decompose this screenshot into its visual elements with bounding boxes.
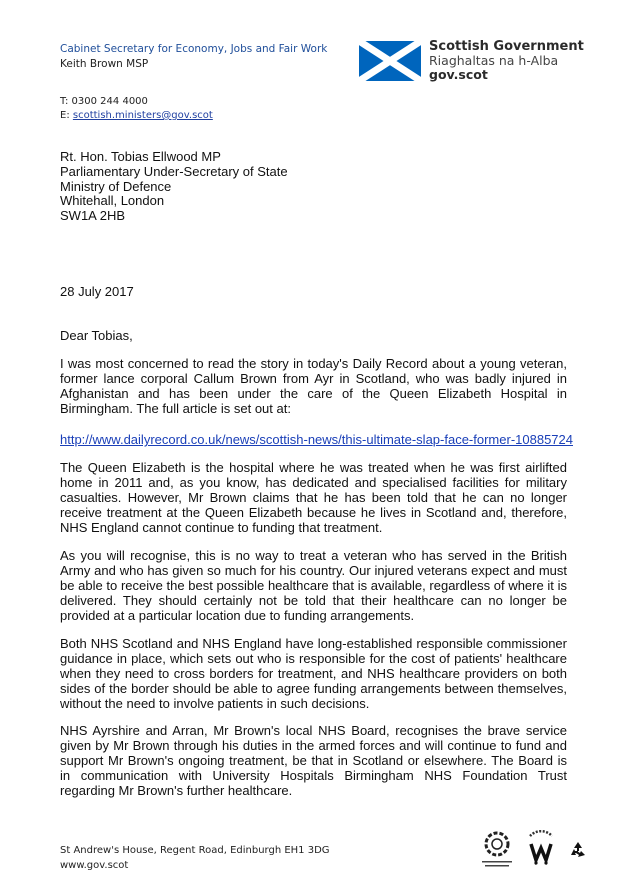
body-paragraph-4: Both NHS Scotland and NHS England have long-established responsible commissioner guidance in place, which sets out who is responsible for the cost of patients' healthcare when they need to cross borders for treatment, and NHS healthcare providers on both sides of the border should be able to agree funding arrangements between themselves, without the need to involve patients in such decisions. [60, 636, 567, 711]
logo-line-english: Scottish Government [429, 39, 584, 54]
contact-block [60, 95, 213, 123]
body-paragraph-5: NHS Ayrshire and Arran, Mr Brown's local NHS Board, recognises the brave service given by Mr Brown through his duties in the armed forces and will continue to fund and support Mr Brown's ongoing treatment, be that in Scotland or elsewhere. The Board is in communication with University Hospitals Birmingham NHS Foundation Trust regarding Mr Brown's further healthcare. [60, 723, 567, 798]
recipient-address [60, 150, 288, 224]
logo-line-website: gov.scot [429, 67, 488, 82]
article-link[interactable]: http://www.dailyrecord.co.uk/news/scottish-news/this-ultimate-slap-face-former-10885724 [60, 432, 573, 447]
investors-in-people-icon [480, 830, 514, 870]
scottish-government-logo [359, 40, 599, 82]
recipient-line: Rt. Hon. Tobias Ellwood MP [60, 149, 221, 164]
footer-address-block [60, 843, 330, 873]
letter-date: 28 July 2017 [60, 284, 134, 299]
recycle-icon [568, 840, 588, 860]
body-paragraph-1: I was most concerned to read the story in today's Daily Record about a young veteran, former lance corporal Callum Brown from Ayr in Scotland, who was badly injured in Afghanistan and has been under the care of the Queen Elizabeth Hospital in Birmingham. The full article is set out at: [60, 356, 567, 416]
email-line [60, 109, 213, 123]
phone-number: T: 0300 244 4000 [60, 96, 148, 107]
saltire-flag-icon [359, 41, 421, 81]
footer-address: St Andrew's House, Regent Road, Edinburgh EH1 3DG [60, 845, 330, 856]
body-paragraph-3: As you will recognise, this is no way to treat a veteran who has served in the British Army and who has given so much for his country. Our injured veterans expect and must be able to receive the best possible healthcare that is available, regardless of where it is delivered. They should certainly not be told that their healthcare can no longer be provided at a particular location due to funding arrangements. [60, 548, 567, 623]
recipient-line: Ministry of Defence [60, 178, 172, 194]
sender-block [60, 42, 327, 72]
footer-website: www.gov.scot [60, 860, 129, 871]
body-paragraph-2: The Queen Elizabeth is the hospital where he was treated when he was first airlifted home in 2011 and, as you know, has dedicated and specialised facilities for military casualties. However, Mr Brown claims that he has been told that he can no longer receive treatment at the Queen Elizabeth because he lives in Scotland and, therefore, NHS England cannot continue to funding that treatment. [60, 460, 567, 535]
sender-name: Keith Brown MSP [60, 58, 149, 70]
recipient-line: Whitehall, London [60, 193, 165, 209]
salutation: Dear Tobias, [60, 328, 133, 343]
logo-line-gaelic: Riaghaltas na h-Alba [429, 53, 559, 68]
sender-role: Cabinet Secretary for Economy, Jobs and Fair Work [60, 43, 328, 55]
email-link[interactable]: scottish.ministers@gov.scot [72, 110, 213, 121]
disability-confident-icon [524, 830, 558, 868]
email-prefix: E: [60, 110, 73, 121]
recipient-line: SW1A 2HB [60, 208, 126, 224]
accreditation-badges [480, 830, 590, 870]
recipient-line: Parliamentary Under-Secretary of State [60, 163, 288, 179]
